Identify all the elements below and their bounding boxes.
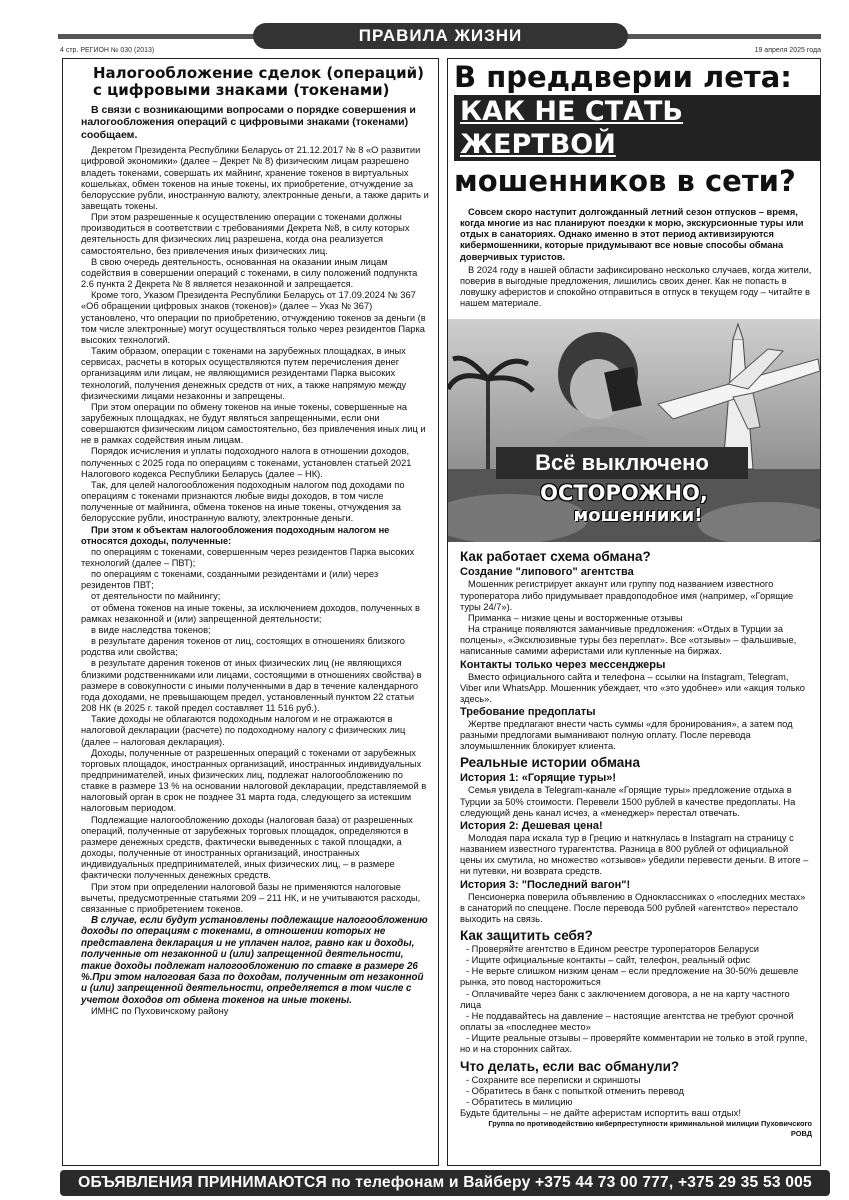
paragraph: Кроме того, Указом Президента Республики Беларусь от 17.09.2024 № 367 «Об обращении цифровых знаков (токенов)» (далее – Указ № 367) установлено, что операции по приобретению, отчуждению токенов за деньги (в том числе электронные) могут осуществляться только через резидентов Парка высоких технологий. [81,290,426,345]
section-protect: Как защитить себя? [460,928,593,943]
tax-article-lead: В связи с возникающими вопросами о порядке совершения и налогообложения операций с цифровыми знаками (токенами) сообщаем. [81,104,416,141]
tax-article-title: Налогообложение сделок (операций) с цифровыми знаками (токенами) [93,64,424,99]
exempt-item: в результате дарения токенов от иных физических лиц (не являющихся близкими родственниками или лицами, состоящими в отношениях свойства) в размере в совокупности с иными полученными в дар в течение календарного года доходами, не превышающем предел, установленный пунктом 22 статьи 208 НК (в 2025 г. такой предел составляет 11 516 руб.). [81,658,422,714]
sub-fake-agency: Создание "липового" агентства [460,566,634,579]
fraud-article [447,58,821,1166]
list-item: - Сохраните все переписки и скриншоты [466,1074,641,1085]
ads-footer: ОБЪЯВЛЕНИЯ ПРИНИМАЮТСЯ по телефонам и Вайберу +375 44 73 00 777, +375 29 35 53 005 [60,1170,830,1196]
story-2-title: История 2: Дешевая цена! [460,819,603,832]
tax-article [62,58,439,1166]
paragraph: В свою очередь деятельность, основанная на оказании иным лицам содействия в совершении операций с токенами, в силу положений подпункта 2.6 пункта 2 Декрета № 8 является незаконной и запрещается. [81,256,418,290]
section-header [58,22,821,50]
article-signature: ИМНС по Пуховичскому району [91,1006,229,1017]
sub-prepayment: Требование предоплаты [460,705,596,718]
exempt-item: в результате дарения токенов от лиц, состоящих в отношениях близкого родства или свойства; [81,636,405,658]
paragraph: Доходы, полученные от разрешенных операций с токенами от зарубежных торговых площадок, иностранных организаций, иностранных индивидуальных предпринимателей, иных физических лиц, подлежат налогообложению по ставке в размере 13 % на основании налоговой декларации, представляемой в налоговый орган в срок не позднее 31 марта года, следующего за истекшим налоговым периодом. [81,747,427,814]
italic-note: В случае, если будут установлены подлежащие налогообложению доходы по операциям с токенами, в отношении которых не представлена декларация и не уплачен налог, равно как и доходы, полученные от незаконной и (или) запрещенной деятельности, такие доходы подлежат налогообложению по ставке в размере 26 %.При этом налоговая база по доходам, полученным от незаконной и (или) запрещенной деятельности, определяется в том числе с учетом доходов от обмена токенов на иные токены. [81,915,428,1006]
paragraph: Порядок исчисления и уплаты подоходного налога в отношении доходов, полученных с 2025 года по операциям с токенами, установлен статьей 2021 Налогового кодекса Республики Беларусь (далее – НК). [81,446,412,479]
fraud-lead: Совсем скоро наступит долгожданный летний сезон отпусков – время, когда многие из нас планируют поездки к морю, экскурсионные туры или отдых в санаториях. Однако именно в этот период активизируются кибермошенники, которые придумывают все новые способы обмана доверчивых туристов. [460,207,804,262]
paragraph: Приманка – низкие цены и восторженные отзывы [468,612,683,623]
list-item: - Ищите официальные контакты – сайт, телефон, реальный офис [466,955,751,966]
list-item: - Обратитесь в банк с попыткой отменить перевод [466,1085,684,1096]
list-item: - Проверяйте агентство в Едином реестре туроператоров Беларуси [466,944,759,954]
paragraph: Вместо официального сайта и телефона – ссылки на Instagram, Telegram, Viber или WhatsApp. Мошенник убеждает, что «это удобнее» или «акция только здесь». [460,671,805,704]
paragraph: Такие доходы не облагаются подоходным налогом и не отражаются в налоговой декларации (расчете) по подоходному налогу с физических лиц (далее – налоговая декларация). [81,714,406,747]
list-item: - Не поддавайтесь на давление – настоящие агентства не требуют срочной оплаты за «последнее место» [460,1010,794,1033]
headline-line-2: КАК НЕ СТАТЬ ЖЕРТВОЙ [454,95,820,161]
paragraph: Семья увидела в Telegram-канале «Горящие туры» предложение отдыха в Турции за 50% стоимости. Перевели 1500 рублей в качестве предоплаты. На следующий день канал исчез, а «менеджер» перестал отвечать. [460,785,796,818]
list-item: - Не верьте слишком низким ценам – если предложение на 30-50% дешевле рынка, это повод насторожиться [460,966,799,988]
list-item: - Ищите реальные отзывы – проверяйте комментарии не только в этой группе, но и на сторонних сайтах. [460,1033,808,1055]
exempt-item: по операциям с токенами, совершенным через резидентов Парка высоких технологий (далее – ПВТ); [81,546,415,568]
exempt-item: от деятельности по майнингу; [91,591,221,602]
paragraph: Так, для целей налогообложения подоходным налогом под доходами по операциям с токенами признаются любые виды доходов, в том числе полученные от майнинга, обмена токенов на иные токены, отчуждения за белорусские рубли, иностранную валюту, электронные деньги. [81,479,405,524]
closing-line: Будьте бдительны – не дайте аферистам испортить ваш отдых! [460,1108,741,1120]
paragraph: Подлежащие налогообложению доходы (налоговая база) от разрешенных операций, полученные от зарубежных торговых площадок, определяются в размере денежных средств, фактически выведенных с такой площадки, а доходы, полученные от иностранных организаций, иностранных индивидуальных предпринимателей, иных физических лиц, – в размере фактически полученных денежных средств. [81,814,413,881]
story-3-title: История 3: "Последний вагон"! [460,878,631,891]
paragraph: Молодая пара искала тур в Грецию и наткнулась в Instagram на страницу с названием известного турагентства. Разница в 800 рублей от официальной цены их смутила, но множество «отзывов» убедили перевести деньги. В итоге – ни путевки, ни возврата средств. [460,832,809,877]
paragraph: При этом при определении налоговой базы не применяются налоговые вычеты, предусмотренные статьями 209 – 211 НК, и не учитываются расходы, связанные с приобретением токенов. [81,881,421,914]
sub-messengers: Контакты только через мессенджеры [460,658,666,671]
paragraph: Таким образом, операции с токенами на зарубежных площадках, в иных сервисах, расчеты в которых осуществляются путем перечисления денег организациям или лицам, не являющимися резидентами Парка высоких технологий, получения денежных средств от них, а также напрямую между физическими лицами незаконны и запрещены. [81,346,407,401]
section-real-stories: Реальные истории обмана [460,755,640,771]
paragraph: Декретом Президента Республики Беларусь от 21.12.2017 № 8 «О развитии цифровой экономики» (далее – Декрет № 8) физическим лицам разрешено владеть токенами, совершать их майнинг, хранение токенов в виртуальных кошельках, обмен токенов на иные токены, их приобретение, отчуждение за белорусские рубли, иностранную валюту, электронные деньги, а также дарить и завещать токены. [81,145,429,211]
exempt-item: в виде наследства токенов; [91,624,211,635]
fraud-intro: В 2024 году в нашей области зафиксировано несколько случаев, когда жители, поверив в выгодные предложения, лишились своих денег. Как не попасть в ловушку аферистов и спокойно отправиться в отпуск в текущем году – читайте в нашем материале. [460,264,812,309]
headline-line-1: В преддверии лета: [454,60,792,94]
section-title: ПРАВИЛА ЖИЗНИ [253,23,628,49]
exempt-item: по операциям с токенами, созданными резидентами и (или) через резидентов ПВТ; [81,569,379,591]
paragraph: На странице появляются заманчивые предложения: «Отдых в Турции за полцены», «Эксклюзивные туры без переплат». Все «отзывы» – фальшивые, написанные самими аферистами или купленные на биржах. [460,624,797,657]
paragraph: Жертве предлагают внести часть суммы «для бронирования», а затем под разными предлогами выманивают полную оплату. После перевода злоумышленник блокирует клиента. [460,718,793,752]
illustration-photo [448,319,820,542]
banner-caution: ОСТОРОЖНО, [540,481,708,506]
author-group: Группа по противодействию киберпреступности криминальной милиции Пуховичского РОВД [488,1119,812,1139]
paragraph: Мошенник регистрирует аккаунт или группу под названием известного туроператора либо придумывает правдоподобное имя (например, «Горящие туры 24/7»). [460,579,794,612]
story-1-title: История 1: «Горящие туры»! [460,772,617,785]
exempt-item: от обмена токенов на иные токены, за исключением доходов, полученных в рамках незаконной и (или) запрещенной деятельности; [81,602,420,624]
list-item: - Обратитесь в милицию [466,1096,573,1107]
paragraph: Пенсионерка поверила объявлению в Одноклассниках о «последних местах» в санаторий по спеццене. После перевода 500 рублей «агентство» перестало выходить на связь. [460,891,806,924]
banner-fraudsters: мошенники! [573,505,703,527]
headline-line-3: мошенников в сети? [454,164,796,198]
page-info: 4 стр. РЕГИОН № 030 (2013) [60,47,155,54]
exempt-intro: При этом к объектам налогообложения подоходным налогом не относятся доходы, полученные: [81,524,390,546]
section-how-it-works: Как работает схема обмана? [460,549,651,565]
issue-date: 19 апреля 2025 года [754,47,821,54]
list-item: - Оплачивайте через банк с заключением договора, а не на карту частного лица [460,988,790,1010]
paragraph: При этом разрешенные к осуществлению операции с токенами должны производиться в соответствии с требованиями Декрета №8, в силу которых деятельность для физических лиц разрешена, когда она реализуется самостоятельно, без привлечения иных физических лиц. [81,212,410,256]
paragraph: При этом операции по обмену токенов на иные токены, совершенные на зарубежных площадках, не будут являться запрещенными, если они совершаются физическим лицом самостоятельно, без привлечения иных лиц и не в рамках содействия иным лицам. [81,401,426,446]
section-what-to-do: Что делать, если вас обманули? [460,1058,680,1074]
banner-all-off: Всё выключено [496,447,748,479]
